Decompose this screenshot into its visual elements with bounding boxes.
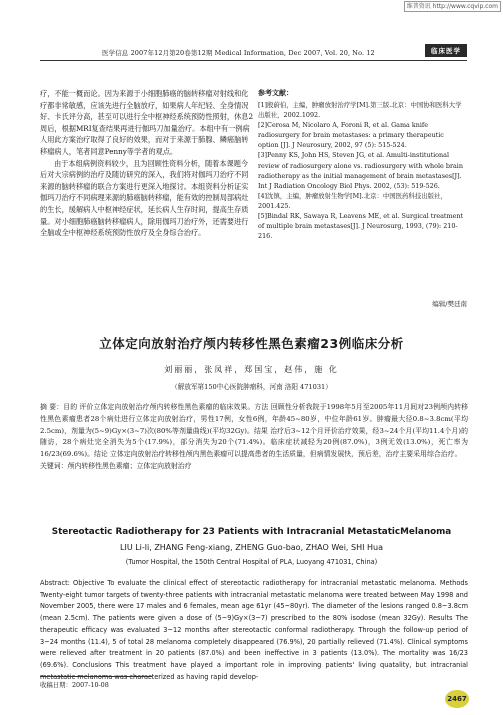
left-paragraph-2: 由于本组病例资料较少，且为回顾性资料分析，随着本课题今后对大宗病例的治疗及随访研究的深入，我们将对伽玛刀治疗不同来源的脑转移瘤的联合方案进行更深入地探讨。本组资料分析证实伽玛刀治疗不同病理来源的肺癌脑转移瘤，能有效的控制局部病灶的生长，缓解病人中枢神经症状，延长病人生存时间，提高生存质量。对小细胞肺癌脑转移瘤病人，除用伽玛刀治疗外，还需要进行全脑或全中枢神经系统预防性放疗及全身综合治疗。 [40, 158, 249, 238]
editor-credit: 编辑/樊廷南 [432, 300, 467, 308]
english-abstract-text: Abstract: Objective To evaluate the clinical effect of stereotactic radiotherapy for intracranial metastatic melanoma. Methods Twenty-eight tumor targets of twenty-three patients with intracranial metastatic melanoma were treated between May 1998 and November 2005, there were 17 males and 6 females, mean age 61yr (45~80yr). The diameter of the lesions ranged 0.8~3.8cm (mean 2.5cm). The patients were given a dose of (5~9)Gy×(3~7) prescribed to the 80% isodose (mean 32Gy). Results The therapeutic efficacy was evaluated 3~12 months after stereotactic conformal radiotherapy. Through the follow-up period of 3~24 months (11.4), 5 of total 28 melanoma completely disappeared (76.9%), 20 partially relieved (71.4%). Clinical symptoms were relieved after treatment in 20 patients (87.0%) and been ineffective in 3 patients (13.0%). The mortality was 16/23 (69.6%). Conclusions This treatment have played a important role in improving patients' living quatality, but intracranial metastatic melanoma was characterized as having rapid develop- [40, 579, 468, 681]
reference-item: [5]Bindal RK, Sawaya R, Leavens ME, et al. Surgical treatment of multiple brain metastases[J]. J Neurosurg, 1993, (79): 210-216. [258, 212, 464, 241]
page-number-badge: 2467 [445, 690, 469, 708]
left-paragraph-1: 疗，不能一概而论。因为来源于小细胞肺癌的脑转移瘤对射线和化疗都非常敏感，应该先进行全脑放疗，如果病人年纪轻、全身情况好、卡氏评分高，甚至可以进行全中枢神经系统预防性照射，休息2周后，根据MRI复查结果再进行伽玛刀加量治疗。本组中有一例病人用此方案治疗取得了良好的效果，而对于来源于肺腺、鳞癌脑转移瘤病人，笔者同意Penny等学者的观点。 [40, 89, 254, 156]
site-watermark: 维普资讯 http://www.cqvip.com [404, 1, 501, 12]
reference-item: [4]沈镇，主编，肿瘤放射生物学[M].北京：中国医药科技出版社，2001.425. [258, 191, 447, 210]
article-authors: 刘丽丽，张凤祥，郑国宝，赵伟，施 化 [164, 365, 339, 374]
english-authors: LIU Li-li, ZHANG Feng-xiang, ZHENG Guo-bao, ZHAO Wei, SHI Hua [120, 543, 383, 552]
references-section [258, 88, 466, 241]
keywords: 关键词：颅内转移性黑色素瘤；立体定向放射治疗 [40, 461, 192, 470]
english-affiliation: (Tumor Hospital, the 150th Central Hospital of PLA, Luoyang 471031, China) [125, 558, 378, 566]
footnote-rule [40, 676, 152, 677]
section-tag: 临床医学 [425, 44, 467, 57]
english-abstract [40, 578, 468, 683]
reference-item: [1]殷蔚伯，主编，肿瘤放射治疗学[M].第三版.北京：中国协和医科大学出版社，2002.1092. [258, 101, 462, 120]
running-header [40, 46, 467, 61]
references-title: 参考文献： [258, 89, 293, 97]
chinese-abstract [40, 402, 468, 473]
running-title: 医学信息 2007年12月第20卷第12期 Medical Information, Dec 2007, Vol. 20, No. 12 [102, 49, 375, 57]
article-title: 立体定向放射治疗颅内转移性黑色素瘤23例临床分析 [99, 336, 404, 351]
english-title: Stereotactic Radiotherapy for 23 Patients with Intracranial MetastaticMelanoma [51, 527, 452, 537]
reference-item: [3]Penny KS, John HS, Steven JG, et al. Amulti-institutional review of radiosurgery alone vs. radiosurgery with whole brain radiotherapy as the initial management of brain metastases[J]. Int J Radiation Oncology Biol Phys. 2002, (53): 519-526. [258, 151, 463, 190]
article-affiliation: （解放军第150中心医院肿瘤科，河南 洛阳 471031） [171, 383, 332, 391]
abstract-text: 摘 要：目的 评价立体定向放射治疗颅内转移性黑色素瘤的临床效果。方法 回顾性分析我院于1998年5月至2005年11月间对23例颅内转移性黑色素瘤患者28个病灶进行立体定向放射治疗，男性17例，女性6例，年龄45~80岁，中位年龄61岁。肿瘤最大径0.8~3.8cm(平均2.5cm)，剂量为(5~9)Gy×(3~7)次(80%等剂量曲线)(平均32Gy)。结果 治疗后3~12个月评价治疗效果，经3~24个月(平均11.4个月)的随访，28个病灶完全消失为5个(17.9%)，部分消失为20个(71.4%)。临床症状减轻为20例(87.0%)，3例无效(13.0%)，死亡率为16/23(69.6%)。结论 立体定向放射治疗转移性颅内黑色素瘤可以提高患者的生活质量，但病情发展快，预后差，治疗主要采用综合治疗。 [40, 403, 468, 459]
left-column [40, 88, 254, 239]
received-date: 收稿日期：2007-10-08 [40, 681, 109, 689]
reference-item: [2]Cerosa M, Nicolaro A, Foroni R, et al. Gama knife radiosurgery for brain metastases: a primary therapeutic option [J]. J Neurosury, 2002, 97 (5): 515-524. [258, 121, 444, 150]
